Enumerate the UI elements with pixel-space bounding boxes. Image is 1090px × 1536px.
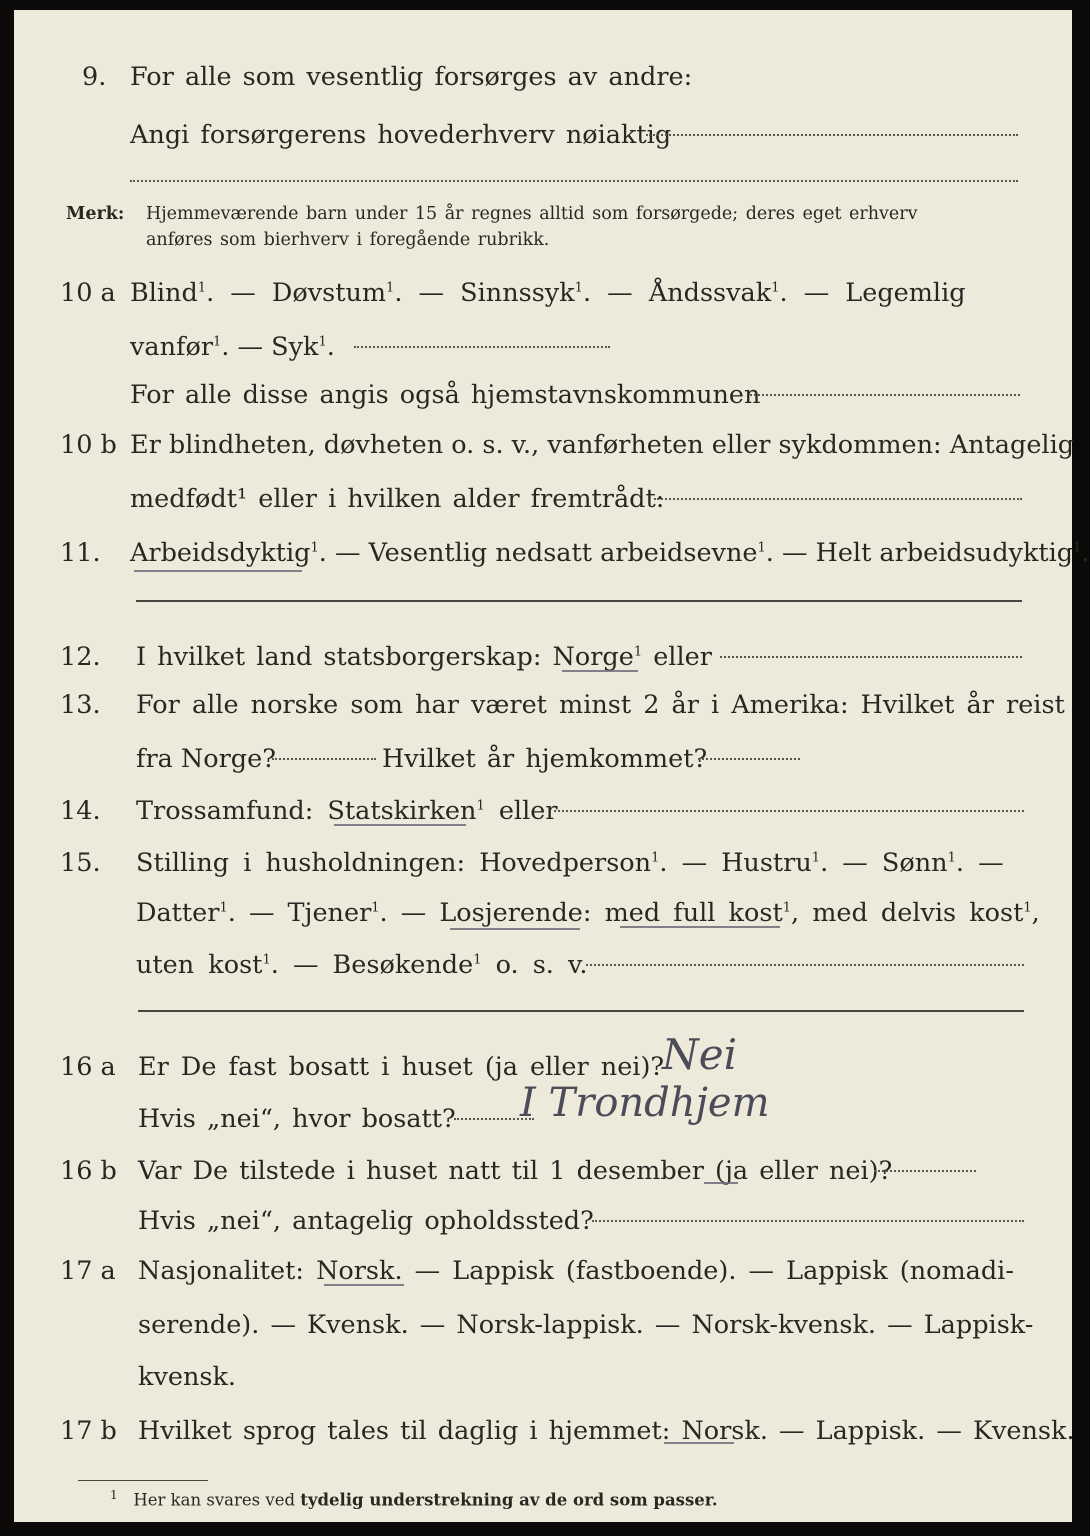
- q17a-line1: Nasjonalitet: Norsk. — Lappisk (fastboende). — Lappisk (nomadi-: [138, 1256, 1014, 1286]
- q17a-norsk-underline: [324, 1284, 404, 1286]
- merk-line1: Hjemmeværende barn under 15 år regnes alltid som forsørgede; deres eget erhverv: [146, 204, 918, 224]
- q15-line3: uten kost$^1$. — Besøkende$^1$ o. s. v.: [136, 950, 588, 980]
- q16b-ja-underline: [704, 1182, 738, 1184]
- merk-label: Merk:: [66, 204, 125, 224]
- census-form-page: [14, 10, 1090, 1522]
- q11-handwritten-underline: [134, 570, 302, 572]
- q17a-line3: kvensk.: [138, 1362, 237, 1392]
- q16a-line2: Hvis „nei“, hvor bosatt?: [138, 1104, 456, 1134]
- q15-number: 15.: [60, 848, 101, 878]
- dash: —: [237, 332, 264, 362]
- q13-line2a: fra Norge?: [136, 744, 276, 774]
- q15-opt-delvis-kost[interactable]: med delvis kost: [812, 898, 1024, 928]
- q16a-handwritten-bosatt[interactable]: I Trondhjem: [520, 1080, 770, 1126]
- q12-text: I hvilket land statsborgerskap:: [136, 642, 542, 672]
- q10a-hjemstavn-line[interactable]: [750, 394, 1020, 396]
- dash: —: [335, 538, 361, 568]
- q16a-number: 16 a: [60, 1052, 116, 1082]
- q10a-answer-line[interactable]: [354, 346, 610, 348]
- footnote-marker: 1: [110, 1488, 118, 1502]
- q10a-line2: vanfør$^1$. — Syk$^1$.: [130, 332, 335, 362]
- q9-number: 9.: [82, 62, 107, 92]
- q10a-opt-dovstum[interactable]: Døvstum: [271, 278, 387, 308]
- q17b-number: 17 b: [60, 1416, 117, 1446]
- q11-opt-arbeidsdyktig[interactable]: Arbeidsdyktig: [130, 538, 311, 568]
- q16b-number: 16 b: [60, 1156, 117, 1186]
- q12-eller: eller: [653, 642, 712, 672]
- footnote-text: Her kan svares ved: [133, 1490, 296, 1510]
- q15-line1: Stilling i husholdningen: Hovedperson$^1$. — Hustru$^1$. — Sønn$^1$. —: [136, 848, 1004, 878]
- q16b-line2: Hvis „nei“, antagelig opholdssted?: [138, 1206, 594, 1236]
- q15-opt-full-kost[interactable]: med full kost: [604, 898, 783, 928]
- dash: —: [781, 538, 808, 568]
- dash: —: [842, 848, 868, 878]
- q11-number: 11.: [60, 538, 101, 568]
- q10a-opt-syk[interactable]: Syk: [271, 332, 319, 362]
- q10b-line1: Er blindheten, døvheten o. s. v., vanførheten eller sykdommen: Antagelig: [130, 430, 1075, 460]
- dash: —: [400, 898, 427, 928]
- q9-text: For alle som vesentlig forsørges av andre:: [130, 62, 693, 92]
- q17b-line: Hvilket sprog tales til daglig i hjemmet: Norsk. — Lappisk. — Kvensk.: [138, 1416, 1075, 1446]
- q15-opt-tjener[interactable]: Tjener: [287, 898, 372, 928]
- q14-handwritten-underline: [334, 824, 466, 826]
- footnote-bold: tydelig understrekning av de ord som passer.: [300, 1490, 718, 1510]
- q14-eller: eller: [498, 796, 558, 826]
- dash: —: [248, 898, 275, 928]
- q11-opt-nedsatt[interactable]: Vesentlig nedsatt arbeidsevne: [368, 538, 758, 568]
- q10b-number: 10 b: [60, 430, 117, 460]
- q11-line1: Arbeidsdyktig$^1$. — Vesentlig nedsatt arbeidsevne$^1$. — Helt arbeidsudyktig$^1$.: [130, 538, 1090, 568]
- q10a-opt-andssvak[interactable]: Åndssvak: [648, 278, 772, 308]
- q9-line2: Angi forsørgerens hovederhverv nøiaktig: [130, 120, 672, 150]
- q15-opt-uten-kost[interactable]: uten kost: [136, 950, 263, 980]
- dash: —: [230, 278, 256, 308]
- dash: —: [292, 950, 319, 980]
- dash: —: [978, 848, 1004, 878]
- q16b-oppholdssted-line[interactable]: [592, 1220, 1024, 1222]
- q15-full-kost-underline: [620, 926, 780, 928]
- q15-answer-line[interactable]: [586, 964, 1024, 966]
- q10a-opt-vanfor[interactable]: vanfør: [130, 332, 214, 362]
- q15-opt-datter[interactable]: Datter: [136, 898, 220, 928]
- q16b-line1: Var De tilstede i huset natt til 1 desember (ja eller nei)?: [138, 1156, 893, 1186]
- dash: —: [418, 278, 445, 308]
- merk-line2: anføres som bierhverv i foregående rubrikk.: [146, 230, 550, 250]
- q17b-norsk-underline: [664, 1442, 734, 1444]
- q10a-line1: Blind$^1$. — Døvstum$^1$. — Sinnssyk$^1$. — Åndssvak$^1$. — Legemlig: [130, 278, 966, 308]
- q12-handwritten-underline: [562, 670, 638, 672]
- q12-number: 12.: [60, 642, 101, 672]
- q13-line2b: Hvilket år hjemkommet?: [382, 744, 708, 774]
- q15-opt-losjerende[interactable]: Losjerende:: [439, 898, 592, 928]
- q13-number: 13.: [60, 690, 101, 720]
- q15-opt-hovedperson[interactable]: Hovedperson: [479, 848, 652, 878]
- q13-reist-line[interactable]: [272, 758, 376, 760]
- q10a-opt-legemlig[interactable]: Legemlig: [845, 278, 966, 308]
- q9-answer-line[interactable]: [646, 134, 1018, 136]
- q13-line1: For alle norske som har været minst 2 år i Amerika: Hvilket år reist: [136, 690, 1065, 720]
- q15-line2: Datter$^1$. — Tjener$^1$. — Losjerende: med full kost$^1$, med delvis kost$^1$,: [136, 898, 1040, 928]
- q10a-opt-sinnssyk[interactable]: Sinnssyk: [460, 278, 575, 308]
- q10b-line2: medfødt¹ eller i hvilken alder fremtrådt:: [130, 484, 665, 514]
- q14-answer-line[interactable]: [554, 810, 1024, 812]
- q15-opt-sonn[interactable]: Sønn: [881, 848, 948, 878]
- q14-number: 14.: [60, 796, 101, 826]
- q10a-number: 10 a: [60, 278, 116, 308]
- q15-opt-besokende[interactable]: Besøkende: [332, 950, 474, 980]
- q15-osv: o. s. v.: [495, 950, 588, 980]
- q17a-number: 17 a: [60, 1256, 116, 1286]
- q14-opt-statskirken[interactable]: Statskirken: [327, 796, 477, 826]
- q16b-answer-line[interactable]: [874, 1170, 976, 1172]
- q11-opt-udyktig[interactable]: Helt arbeidsudyktig: [815, 538, 1074, 568]
- q10a-opt-blind[interactable]: Blind: [130, 278, 198, 308]
- q10b-answer-line[interactable]: [654, 498, 1022, 500]
- q12-answer-line[interactable]: [720, 656, 1022, 658]
- q17a-line2: serende). — Kvensk. — Norsk-lappisk. — Norsk-kvensk. — Lappisk-: [138, 1310, 1034, 1340]
- q11-answer-line[interactable]: [136, 600, 1022, 602]
- dash: —: [681, 848, 708, 878]
- dash: —: [803, 278, 830, 308]
- q16a-handwritten-answer[interactable]: Nei: [662, 1030, 738, 1079]
- q12-line: I hvilket land statsborgerskap: Norge$^1$ eller: [136, 642, 712, 672]
- footnote: [110, 1484, 718, 1512]
- q13-hjemkommet-line[interactable]: [698, 758, 800, 760]
- q10a-line3: For alle disse angis også hjemstavnskommunen: [130, 380, 761, 410]
- q14-line: Trossamfund: Statskirken$^1$ eller: [136, 796, 558, 826]
- q9-answer-line-2[interactable]: [130, 180, 1018, 182]
- q12-opt-norge[interactable]: Norge: [552, 642, 634, 672]
- q15-answer-line-2[interactable]: [138, 1010, 1024, 1012]
- q15-opt-hustru[interactable]: Hustru: [721, 848, 812, 878]
- dash: —: [607, 278, 633, 308]
- footnote-rule: [78, 1480, 208, 1481]
- q14-text: Trossamfund:: [136, 796, 314, 826]
- q15-text: Stilling i husholdningen:: [136, 848, 466, 878]
- q15-losjerende-underline: [450, 928, 580, 930]
- q16a-line1: Er De fast bosatt i huset (ja eller nei)?: [138, 1052, 665, 1082]
